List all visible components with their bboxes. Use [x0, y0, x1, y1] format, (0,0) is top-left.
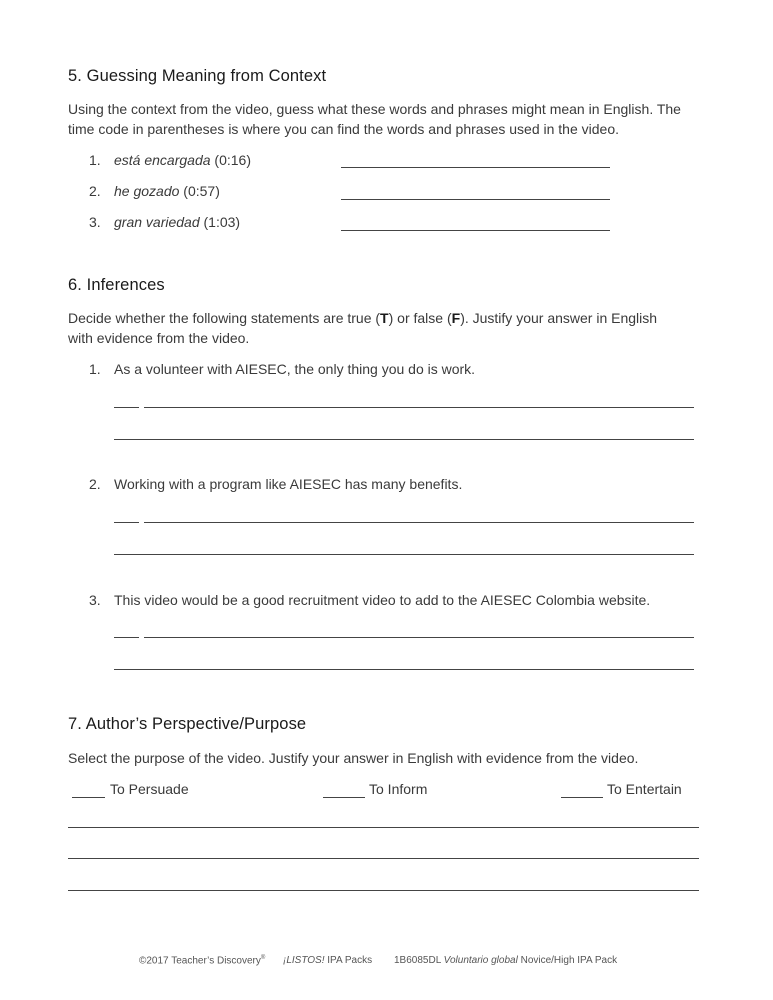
justification-line[interactable] — [144, 637, 694, 638]
justification-line[interactable] — [144, 407, 694, 408]
entertain-blank[interactable] — [561, 797, 603, 798]
vocab-answer-line[interactable] — [341, 230, 610, 231]
instr-text: ). Justify your answer in English — [460, 310, 658, 326]
justification-line[interactable] — [114, 554, 694, 555]
vocab-item — [114, 183, 220, 199]
true-letter: T — [380, 310, 389, 326]
option-persuade-label: To Persuade — [110, 781, 189, 797]
justification-line[interactable] — [114, 439, 694, 440]
footer-copyright — [139, 955, 265, 966]
registered-mark: ® — [260, 955, 266, 961]
vocab-item-number: 2. — [89, 183, 101, 199]
justification-line[interactable] — [114, 669, 694, 670]
footer-brand — [283, 955, 372, 966]
true-false-blank[interactable] — [114, 637, 139, 638]
statement-number: 2. — [89, 476, 101, 492]
product-title: Voluntario global — [443, 955, 518, 966]
false-letter: F — [451, 310, 461, 326]
vocab-time-code: (0:57) — [179, 183, 220, 199]
brand-suffix: IPA Packs — [324, 955, 373, 966]
vocab-time-code: (0:16) — [210, 152, 251, 168]
statement-number: 3. — [89, 592, 101, 608]
vocab-item — [114, 214, 240, 230]
purpose-justification-line[interactable] — [68, 890, 699, 891]
instr-text: ) or false ( — [388, 310, 452, 326]
section-6-instructions-line1 — [68, 308, 657, 328]
inform-blank[interactable] — [323, 797, 365, 798]
option-entertain-label: To Entertain — [607, 781, 682, 797]
vocab-item-number: 3. — [89, 214, 101, 230]
vocab-item — [114, 152, 251, 168]
footer-product — [394, 955, 617, 966]
vocab-item-number: 1. — [89, 152, 101, 168]
product-level: Novice/High IPA Pack — [517, 955, 618, 966]
section-5-instructions-line1: Using the context from the video, guess what these words and phrases might mean in English. The — [68, 101, 681, 117]
section-6-heading: 6. Inferences — [68, 276, 165, 294]
vocab-phrase: está encargada — [114, 152, 211, 168]
vocab-phrase: gran variedad — [114, 214, 200, 230]
vocab-answer-line[interactable] — [341, 167, 610, 168]
true-false-blank[interactable] — [114, 407, 139, 408]
vocab-phrase: he gozado — [114, 183, 180, 199]
section-6-instructions-line2: with evidence from the video. — [68, 330, 250, 346]
purpose-justification-line[interactable] — [68, 858, 699, 859]
copyright-text: ©2017 Teacher’s Discovery — [139, 955, 261, 967]
brand-name: ¡LISTOS! — [283, 955, 325, 966]
statement-text: This video would be a good recruitment video to add to the AIESEC Colombia website. — [114, 592, 651, 608]
purpose-justification-line[interactable] — [68, 827, 699, 828]
section-5-heading: 5. Guessing Meaning from Context — [68, 67, 327, 85]
vocab-time-code: (1:03) — [199, 214, 241, 230]
persuade-blank[interactable] — [72, 797, 105, 798]
vocab-answer-line[interactable] — [341, 199, 610, 200]
section-5-instructions-line2: time code in parentheses is where you can find the words and phrases used in the video. — [68, 121, 619, 137]
statement-text: Working with a program like AIESEC has many benefits. — [114, 476, 463, 492]
option-inform-label: To Inform — [369, 781, 428, 797]
section-7-instructions: Select the purpose of the video. Justify your answer in English with evidence from the video. — [68, 750, 639, 766]
section-7-heading: 7. Author’s Perspective/Purpose — [68, 715, 307, 733]
statement-number: 1. — [89, 361, 101, 377]
statement-text: As a volunteer with AIESEC, the only thing you do is work. — [114, 361, 476, 377]
product-code: 1B6085DL — [394, 955, 444, 966]
true-false-blank[interactable] — [114, 522, 139, 523]
instr-text: Decide whether the following statements are true ( — [68, 310, 381, 326]
justification-line[interactable] — [144, 522, 694, 523]
